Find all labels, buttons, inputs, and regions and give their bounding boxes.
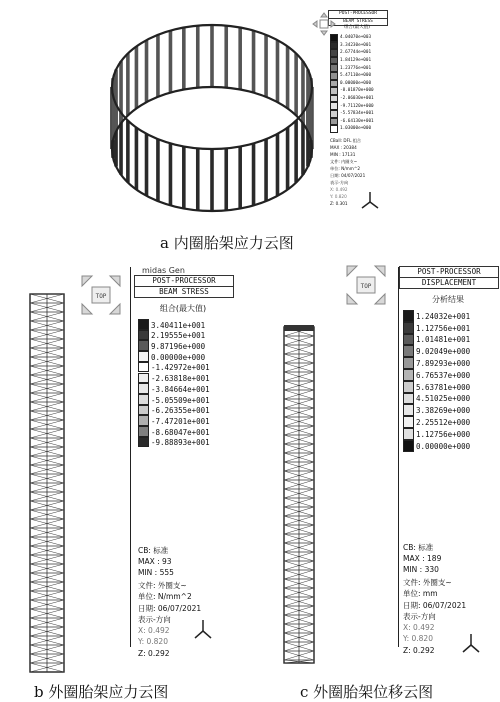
panel-c-tower: [282, 325, 318, 670]
legend-info: X: 0.492: [330, 187, 348, 192]
legend-swatch: [330, 57, 338, 65]
legend-value: 6.76537e+000: [416, 370, 471, 380]
legend-swatch: [403, 404, 414, 416]
legend-info: MAX : 20384: [330, 145, 357, 150]
panel-b-tower: [28, 292, 68, 677]
legend-info: 文件: 外圈支~: [138, 580, 187, 590]
legend-title: POST-PROCESSOR: [400, 267, 498, 278]
legend-value: -8.01870e+000: [340, 88, 374, 94]
legend-subtitle: 分析结果: [432, 295, 464, 304]
legend-value: -5.57834e+001: [340, 111, 374, 117]
caption-c: c 外圈胎架位移云图: [300, 683, 434, 701]
legend-info: MAX : 189: [403, 553, 442, 563]
legend-header: [134, 275, 234, 298]
column: [264, 139, 268, 201]
axis-triad-icon: [360, 190, 380, 210]
legend-value: -2.06030e+001: [340, 95, 374, 101]
legend-swatch: [403, 428, 414, 440]
legend-info: MIN : 17131: [330, 152, 356, 157]
axis-triad-icon: [192, 618, 214, 640]
legend-value: 2.67744e+001: [340, 50, 372, 56]
legend-value: -9.88893e+001: [151, 438, 210, 448]
legend-value: 1.12756e+001: [416, 323, 471, 333]
column: [252, 31, 256, 93]
legend-info: 单位: N/mm^2: [138, 592, 192, 601]
legend-title: BEAM STRESS: [159, 286, 209, 296]
legend-swatch: [403, 345, 414, 357]
legend-swatch: [330, 49, 338, 57]
legend-info: 文件: 外圈支~: [403, 577, 452, 587]
legend-subtitle: 组合(最大值): [343, 25, 370, 30]
legend-swatch: [403, 322, 414, 334]
column: [145, 40, 149, 102]
legend-value: 1.12756e+000: [416, 429, 471, 439]
column: [156, 35, 160, 97]
legend-swatch: [403, 334, 414, 346]
column: [126, 53, 130, 115]
column: [224, 26, 228, 88]
column: [145, 134, 149, 196]
legend-value: 1.03000e+000: [340, 126, 372, 132]
column: [238, 28, 242, 90]
legend-value: -9.71120e+000: [340, 103, 374, 109]
legend-value: -6.26355e+001: [151, 406, 210, 416]
legend-swatch: [138, 373, 149, 384]
legend-swatch: [138, 340, 149, 351]
legend-value: -1.42972e+001: [151, 363, 210, 373]
legend-swatch: [330, 102, 338, 110]
column: [224, 148, 228, 210]
legend-value: 1.01481e+001: [416, 335, 471, 345]
view-cube-label: TOP: [360, 283, 372, 290]
legend-info: CBall: DFL 组合: [330, 138, 362, 143]
legend-value: 5.63781e+000: [416, 382, 471, 392]
legend-info: Y: 0.820: [330, 194, 347, 199]
column: [169, 143, 173, 205]
legend-swatch: [403, 357, 414, 369]
legend-value: 4.04070e+003: [340, 35, 372, 41]
column: [196, 148, 200, 210]
column: [286, 128, 290, 190]
legend-swatch: [403, 440, 414, 452]
legend-value: -2.63818e+001: [151, 374, 210, 384]
legend-info: 文件: 内圈支~: [330, 159, 358, 164]
legend-value: 3.38269e+000: [416, 406, 471, 416]
legend-value: -6.64130e+001: [340, 118, 374, 124]
legend-swatch: [330, 87, 338, 95]
legend-value: -8.68047e+001: [151, 427, 210, 437]
view-cube-icon[interactable]: [343, 262, 389, 308]
legend-value: 4.51025e+000: [416, 394, 471, 404]
column: [135, 46, 139, 108]
legend-value: 3.34230e+001: [340, 42, 372, 48]
legend-info: Y: 0.820: [138, 637, 168, 646]
legend-swatch: [138, 415, 149, 426]
legend-swatch: [403, 393, 414, 405]
legend-subtitle: 组合(最大值): [159, 304, 207, 313]
legend-swatch: [138, 394, 149, 405]
legend-swatch: [138, 383, 149, 394]
legend-swatch: [403, 369, 414, 381]
legend-value: 1.23776e+001: [340, 65, 372, 71]
legend-swatch: [138, 330, 149, 341]
legend-value: 3.40411e+001: [151, 320, 206, 330]
program-name: midas Gen: [142, 266, 185, 275]
legend-swatch: [330, 80, 338, 88]
legend-title: POST-PROCESSOR: [135, 276, 233, 287]
column: [264, 35, 268, 97]
legend-title: POST-PROCESSOR: [329, 11, 387, 19]
legend-info: MAX : 93: [138, 556, 172, 566]
legend-value: 1.84129e+001: [340, 57, 372, 63]
legend-swatch: [403, 381, 414, 393]
legend-swatch: [138, 351, 149, 362]
legend-info: MIN : 330: [403, 565, 439, 574]
ring-frame: [110, 25, 314, 211]
column: [276, 134, 280, 196]
legend-swatch: [138, 437, 149, 448]
legend-swatch: [403, 416, 414, 428]
column: [210, 25, 214, 87]
legend-header: [399, 266, 499, 289]
caption-b: b 外圈胎架应力云图: [34, 683, 169, 701]
column: [182, 146, 186, 208]
caption-a: a 内圈胎架应力云图: [160, 234, 294, 252]
column: [169, 31, 173, 93]
legend-swatch: [330, 72, 338, 80]
legend-info: Z: 0.292: [403, 645, 435, 655]
tower-cap: [284, 325, 314, 331]
legend-info: 日期: 04/07/2021: [330, 173, 366, 178]
legend-value: -7.47201e+001: [151, 416, 210, 426]
column: [238, 146, 242, 208]
legend-info: Z: 0.292: [138, 648, 170, 658]
legend-value: 2.19555e+001: [151, 331, 206, 341]
legend-info: 单位: mm: [403, 589, 438, 598]
column: [294, 121, 298, 183]
legend-swatch: [138, 362, 149, 373]
legend-value: 7.89293e+000: [416, 358, 471, 368]
legend-swatch: [330, 42, 338, 50]
view-cube-icon[interactable]: [312, 12, 336, 36]
legend-info: CB: 标准: [138, 546, 169, 555]
legend-info: 日期: 06/07/2021: [138, 603, 202, 613]
legend-info: 单位: N/mm^2: [330, 166, 360, 171]
legend-info: 表示-方向: [330, 180, 349, 185]
panel-a-model: [100, 18, 330, 218]
legend-info: MIN : 555: [138, 568, 174, 577]
legend-value: 0.00000e+000: [340, 80, 372, 86]
legend-title: DISPLACEMENT: [421, 277, 477, 287]
legend-value: 0.00000e+000: [416, 441, 471, 451]
legend-value: 9.87196e+000: [151, 342, 206, 351]
legend-info: Z: 0.301: [330, 201, 348, 206]
column: [126, 121, 130, 183]
legend-info: Y: 0.820: [403, 634, 433, 643]
legend-info: X: 0.492: [138, 625, 170, 635]
legend-swatch: [330, 110, 338, 118]
legend-swatch: [138, 405, 149, 416]
divider: [130, 267, 131, 647]
legend-info: 表示-方向: [138, 615, 171, 624]
column: [210, 149, 214, 211]
legend-info: 日期: 06/07/2021: [403, 600, 467, 610]
legend-title: BEAM STRESS: [343, 18, 373, 24]
axis-triad-icon: [460, 632, 482, 654]
legend-value: 9.02049e+000: [416, 347, 471, 357]
legend-value: -3.84664e+001: [151, 384, 210, 394]
legend-info: 表示-方向: [403, 612, 436, 621]
legend-header: [328, 10, 388, 26]
panel-c-legend: [399, 266, 499, 661]
legend-swatch: [330, 118, 338, 126]
view-cube-label: TOP: [95, 293, 107, 300]
legend-swatch: [138, 426, 149, 437]
panel-a-legend: [328, 10, 390, 210]
column: [196, 26, 200, 88]
legend-value: 2.25512e+000: [416, 417, 471, 427]
legend-swatch: [330, 125, 338, 133]
legend-info: X: 0.492: [403, 622, 435, 632]
column: [276, 40, 280, 102]
column: [252, 143, 256, 205]
view-cube-icon[interactable]: [78, 272, 124, 318]
legend-swatch: [330, 95, 338, 103]
legend-value: 5.47110e+000: [340, 73, 372, 79]
legend-value: -5.05509e+001: [151, 395, 210, 405]
column: [286, 46, 290, 108]
column: [156, 139, 160, 201]
legend-info: CB: 标准: [403, 543, 434, 552]
column: [182, 28, 186, 90]
column: [135, 128, 139, 190]
column: [294, 53, 298, 115]
panel-b-legend: [134, 275, 234, 658]
legend-swatch: [330, 64, 338, 72]
legend-swatch: [403, 310, 414, 322]
legend-value: 1.24032e+001: [416, 311, 471, 321]
legend-value: 0.00000e+000: [151, 352, 206, 362]
legend-swatch: [138, 319, 149, 330]
